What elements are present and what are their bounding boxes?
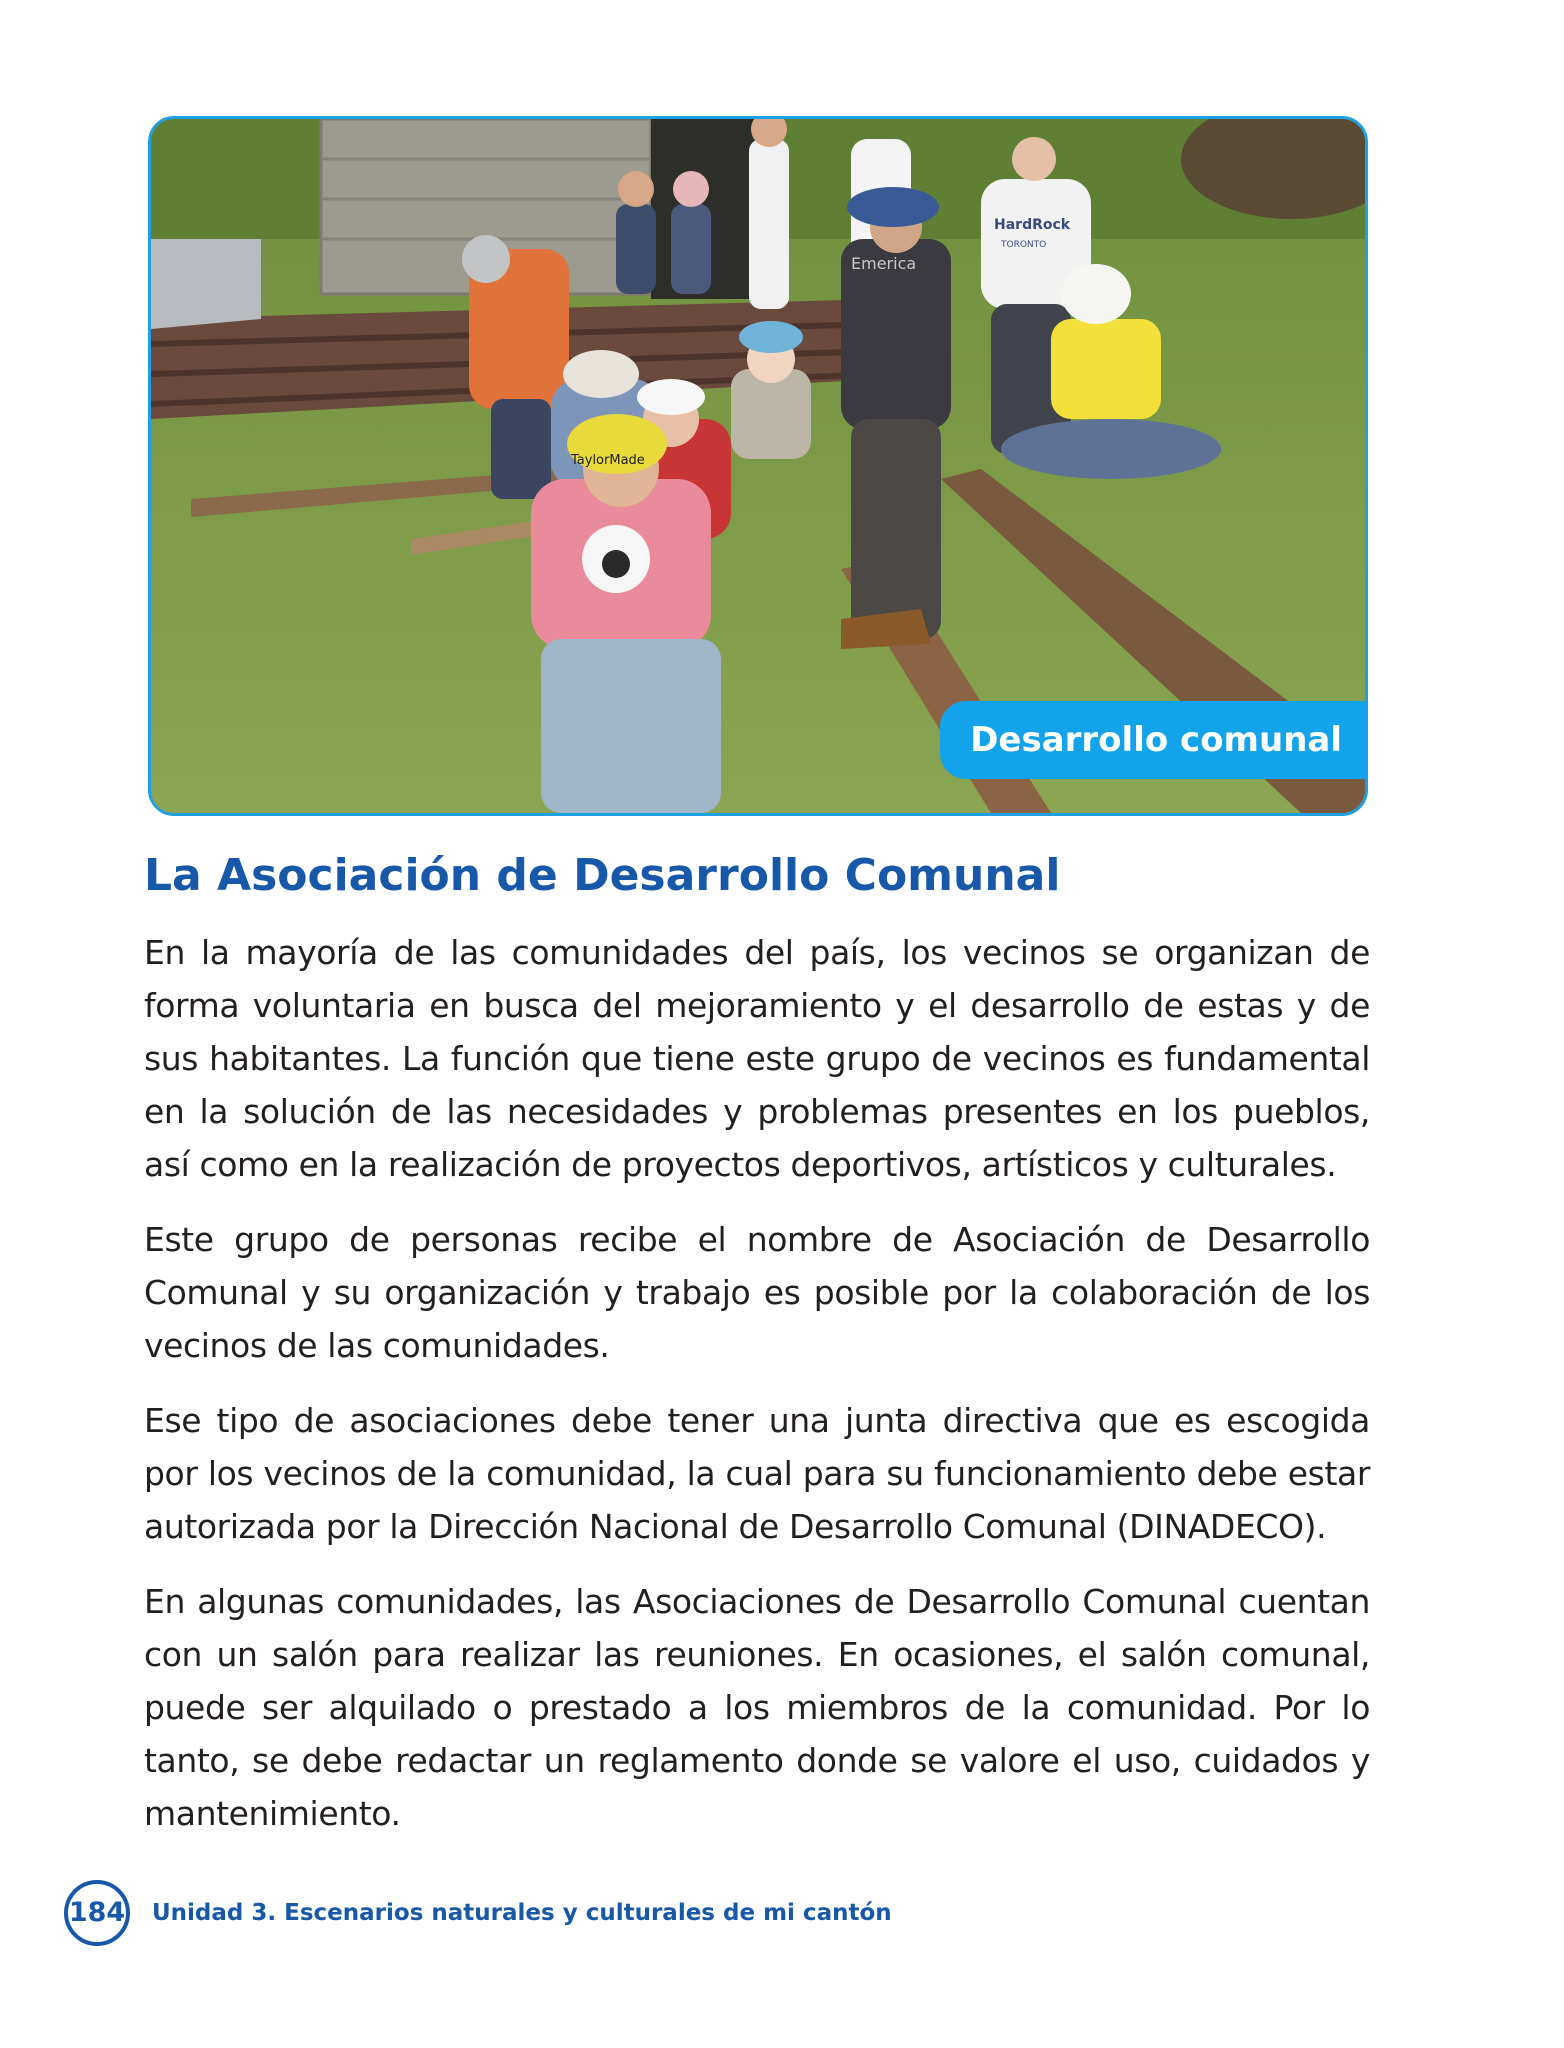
shirt-print-emerica: Emerica xyxy=(851,254,917,273)
paragraph: En la mayoría de las comunidades del país, los vecinos se organizan de forma voluntaria en busca del mejoramiento y el desarrollo de estas y de sus habitantes. La función que tiene este grupo de vecinos es fundamental en la solución de las necesidades y problemas presentes en los pueblos, así como en la realización de proyectos deportivos, artísticos y culturales. xyxy=(144,933,1370,1184)
body-text xyxy=(144,926,1370,1862)
photo-caption: Desarrollo comunal xyxy=(940,701,1368,779)
shirt-print-hardrock: HardRock xyxy=(994,217,1071,233)
paragraph: Ese tipo de asociaciones debe tener una junta directiva que es escogida por los vecinos de la comunidad, la cual para su funcionamiento debe estar autorizada por la Dirección Nacional de Desarrollo Comunal (DINADECO). xyxy=(144,1401,1370,1546)
page-number: 184 xyxy=(64,1880,130,1946)
paragraph: En algunas comunidades, las Asociaciones de Desarrollo Comunal cuentan con un salón para realizar las reuniones. En ocasiones, el salón comunal, puede ser alquilado o prestado a los miembros de la comunidad. Por lo tanto, se debe redactar un reglamento donde se valore el uso, cuidados y mantenimiento. xyxy=(144,1582,1370,1833)
shirt-print-toronto: TORONTO xyxy=(1001,240,1047,250)
cap-print-taylormade: TaylorMade xyxy=(571,453,645,468)
paragraph: Este grupo de personas recibe el nombre de Asociación de Desarrollo Comunal y su organización y trabajo es posible por la colaboración de los vecinos de las comunidades. xyxy=(144,1220,1370,1365)
section-title: La Asociación de Desarrollo Comunal xyxy=(144,850,1061,901)
unit-title: Unidad 3. Escenarios naturales y culturales de mi cantón xyxy=(152,1900,892,1926)
community-work-photo xyxy=(148,116,1368,816)
